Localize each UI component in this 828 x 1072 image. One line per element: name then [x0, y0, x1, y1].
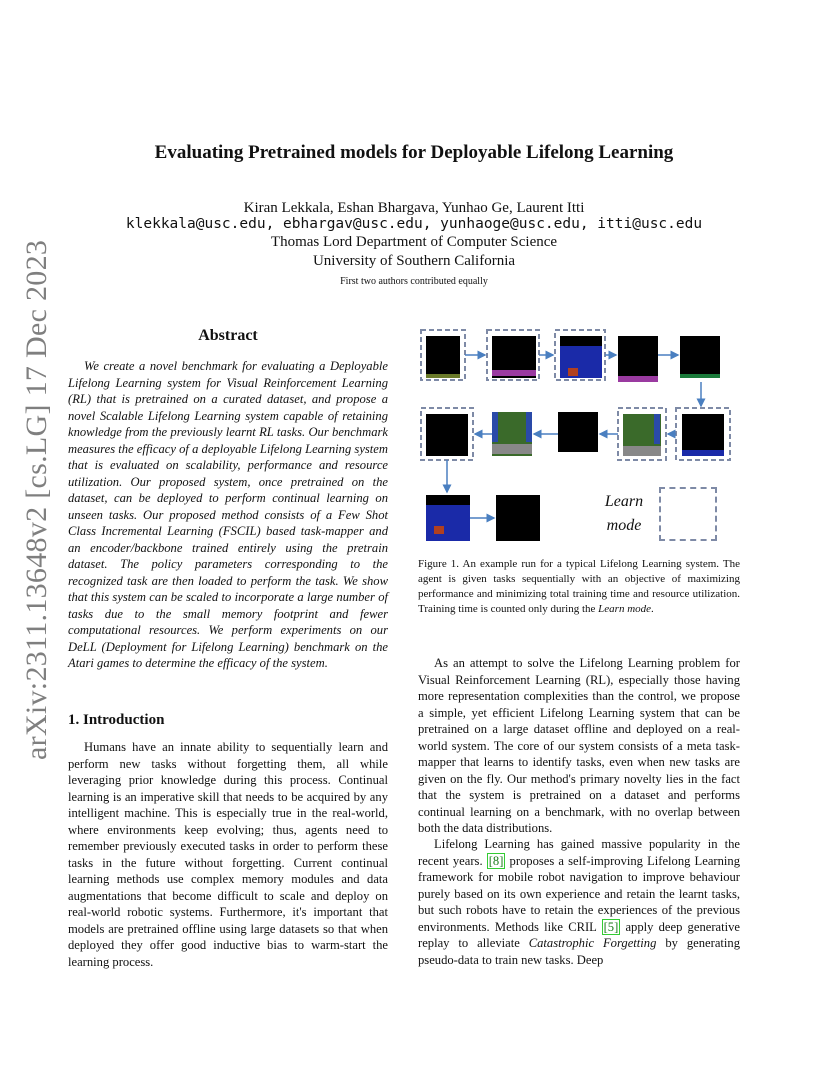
game-screen-1 [426, 336, 460, 378]
learn-mode-box [659, 487, 717, 541]
figure-1 [418, 320, 740, 550]
abstract-heading: Abstract [198, 327, 258, 344]
game-screen-5 [680, 336, 720, 378]
citation-link[interactable]: [5] [603, 919, 619, 934]
authors: Kiran Lekkala, Eshan Bhargava, Yunhao Ge, Laurent Itti [243, 200, 585, 216]
abstract-text: We create a novel benchmark for evaluating a Deployable Lifelong Learning system for Visual Reinforcement Learning (RL) that is pretrained on a curated dataset, and propose a novel Scalable Lifelong Learning system capable of retaining knowledge from the previously learnt RL tasks. Our benchmark measures the efficacy of a deployable Lifelong Learning system that is evaluated on scalability, performance and resource utilization. Our proposed system, once pretrained on the dataset, can be deployed to perform continual learning on unseen tasks. Our proposed method consists of a Few Shot Class Incremental Learning (FSCIL) based task-mapper and an encoder/backbone trained entirely using the pretrain dataset. The policy parameters corresponding to the recognized task are then loaded to perform the task. We show that this system can be scaled to incorporate a large number of tasks due to the small memory footprint and fewer computational resources. We perform experiments on our DeLL (Deployment for Lifelong Learning) benchmark on the Atari games to determine the efficacy of the system. [68, 359, 388, 670]
department: Thomas Lord Department of Computer Science [270, 234, 558, 250]
equal-contribution-note: First two authors contributed equally [340, 276, 488, 287]
introduction-text: Humans have an innate ability to sequentially learn and perform new tasks without forgetting them, all while leveraging prior knowledge during this process. Continual learning is an imperative skill that needs to be acquired by any intelligent machine. This is especially true in the real-world, where environments keep evolving; thus, agents need to remember previously executed tasks in order to perform these tasks in the future without forgetting. Current continual learning methods use complex memory modules and data augmentations that become difficult to scale and deploy on real-world robotic systems. Furthermore, it's important that models are pretrained offline using large datasets so that when deployed they offer good inductive bias to warm-start the learning process. [68, 740, 388, 969]
game-screen-10 [682, 414, 724, 456]
citation-link[interactable]: [8] [488, 853, 504, 868]
arxiv-stamp: arXiv:2311.13648v2 [cs.LG] 17 Dec 2023 [20, 239, 53, 760]
body-paragraph-2: Lifelong Learning has gained massive popularity in the recent years. [8] proposes a self-improving Lifelong Learning framework for mobile robot navigation to improve behaviour purely based on its own experience and retain the learnt tasks, but such robots have to retain the experiences of the previous environments. Methods like CRIL [5] apply deep generative replay to alleviate Catastrophic Forgetting by generating pseudo-data to train new tasks. Deep [418, 837, 741, 967]
learn-mode-label: Learn mode [604, 493, 644, 534]
introduction-heading: 1. Introduction [68, 712, 165, 728]
university: University of Southern California [312, 253, 516, 269]
author-emails: klekkala@usc.edu, ebhargav@usc.edu, yunhaoge@usc.edu, itti@usc.edu [125, 216, 703, 232]
paper-title: Evaluating Pretrained models for Deployable Lifelong Learning [154, 142, 674, 163]
game-screen-8 [558, 412, 598, 452]
body-paragraph-1: As an attempt to solve the Lifelong Learning problem for Visual Reinforcement Learning (RL), especially those having more representation complexities than the control, we propose a simple, yet efficient Lifelong Learning system that can be pretrained on a large dataset offline and deployed on a real-world system. The core of our system consists of a meta task-mapper that learns to identify tasks, even when new tasks are given on the fly. Our method's primary novelty lies in the fact that the system is pretrained on a dataset and performs continual learning on a benchmark, with no overlap between both the data distributions. [418, 656, 740, 835]
figure-caption: Figure 1. An example run for a typical Lifelong Learning system. The agent is given tasks sequentially with an objective of maximizing performance and minimizing total training time and resource utilization. Training time is counted only during the Learn mode. [418, 558, 740, 615]
game-screen-12 [496, 495, 540, 541]
game-screen-4 [618, 336, 658, 376]
game-screen-6 [426, 414, 468, 456]
